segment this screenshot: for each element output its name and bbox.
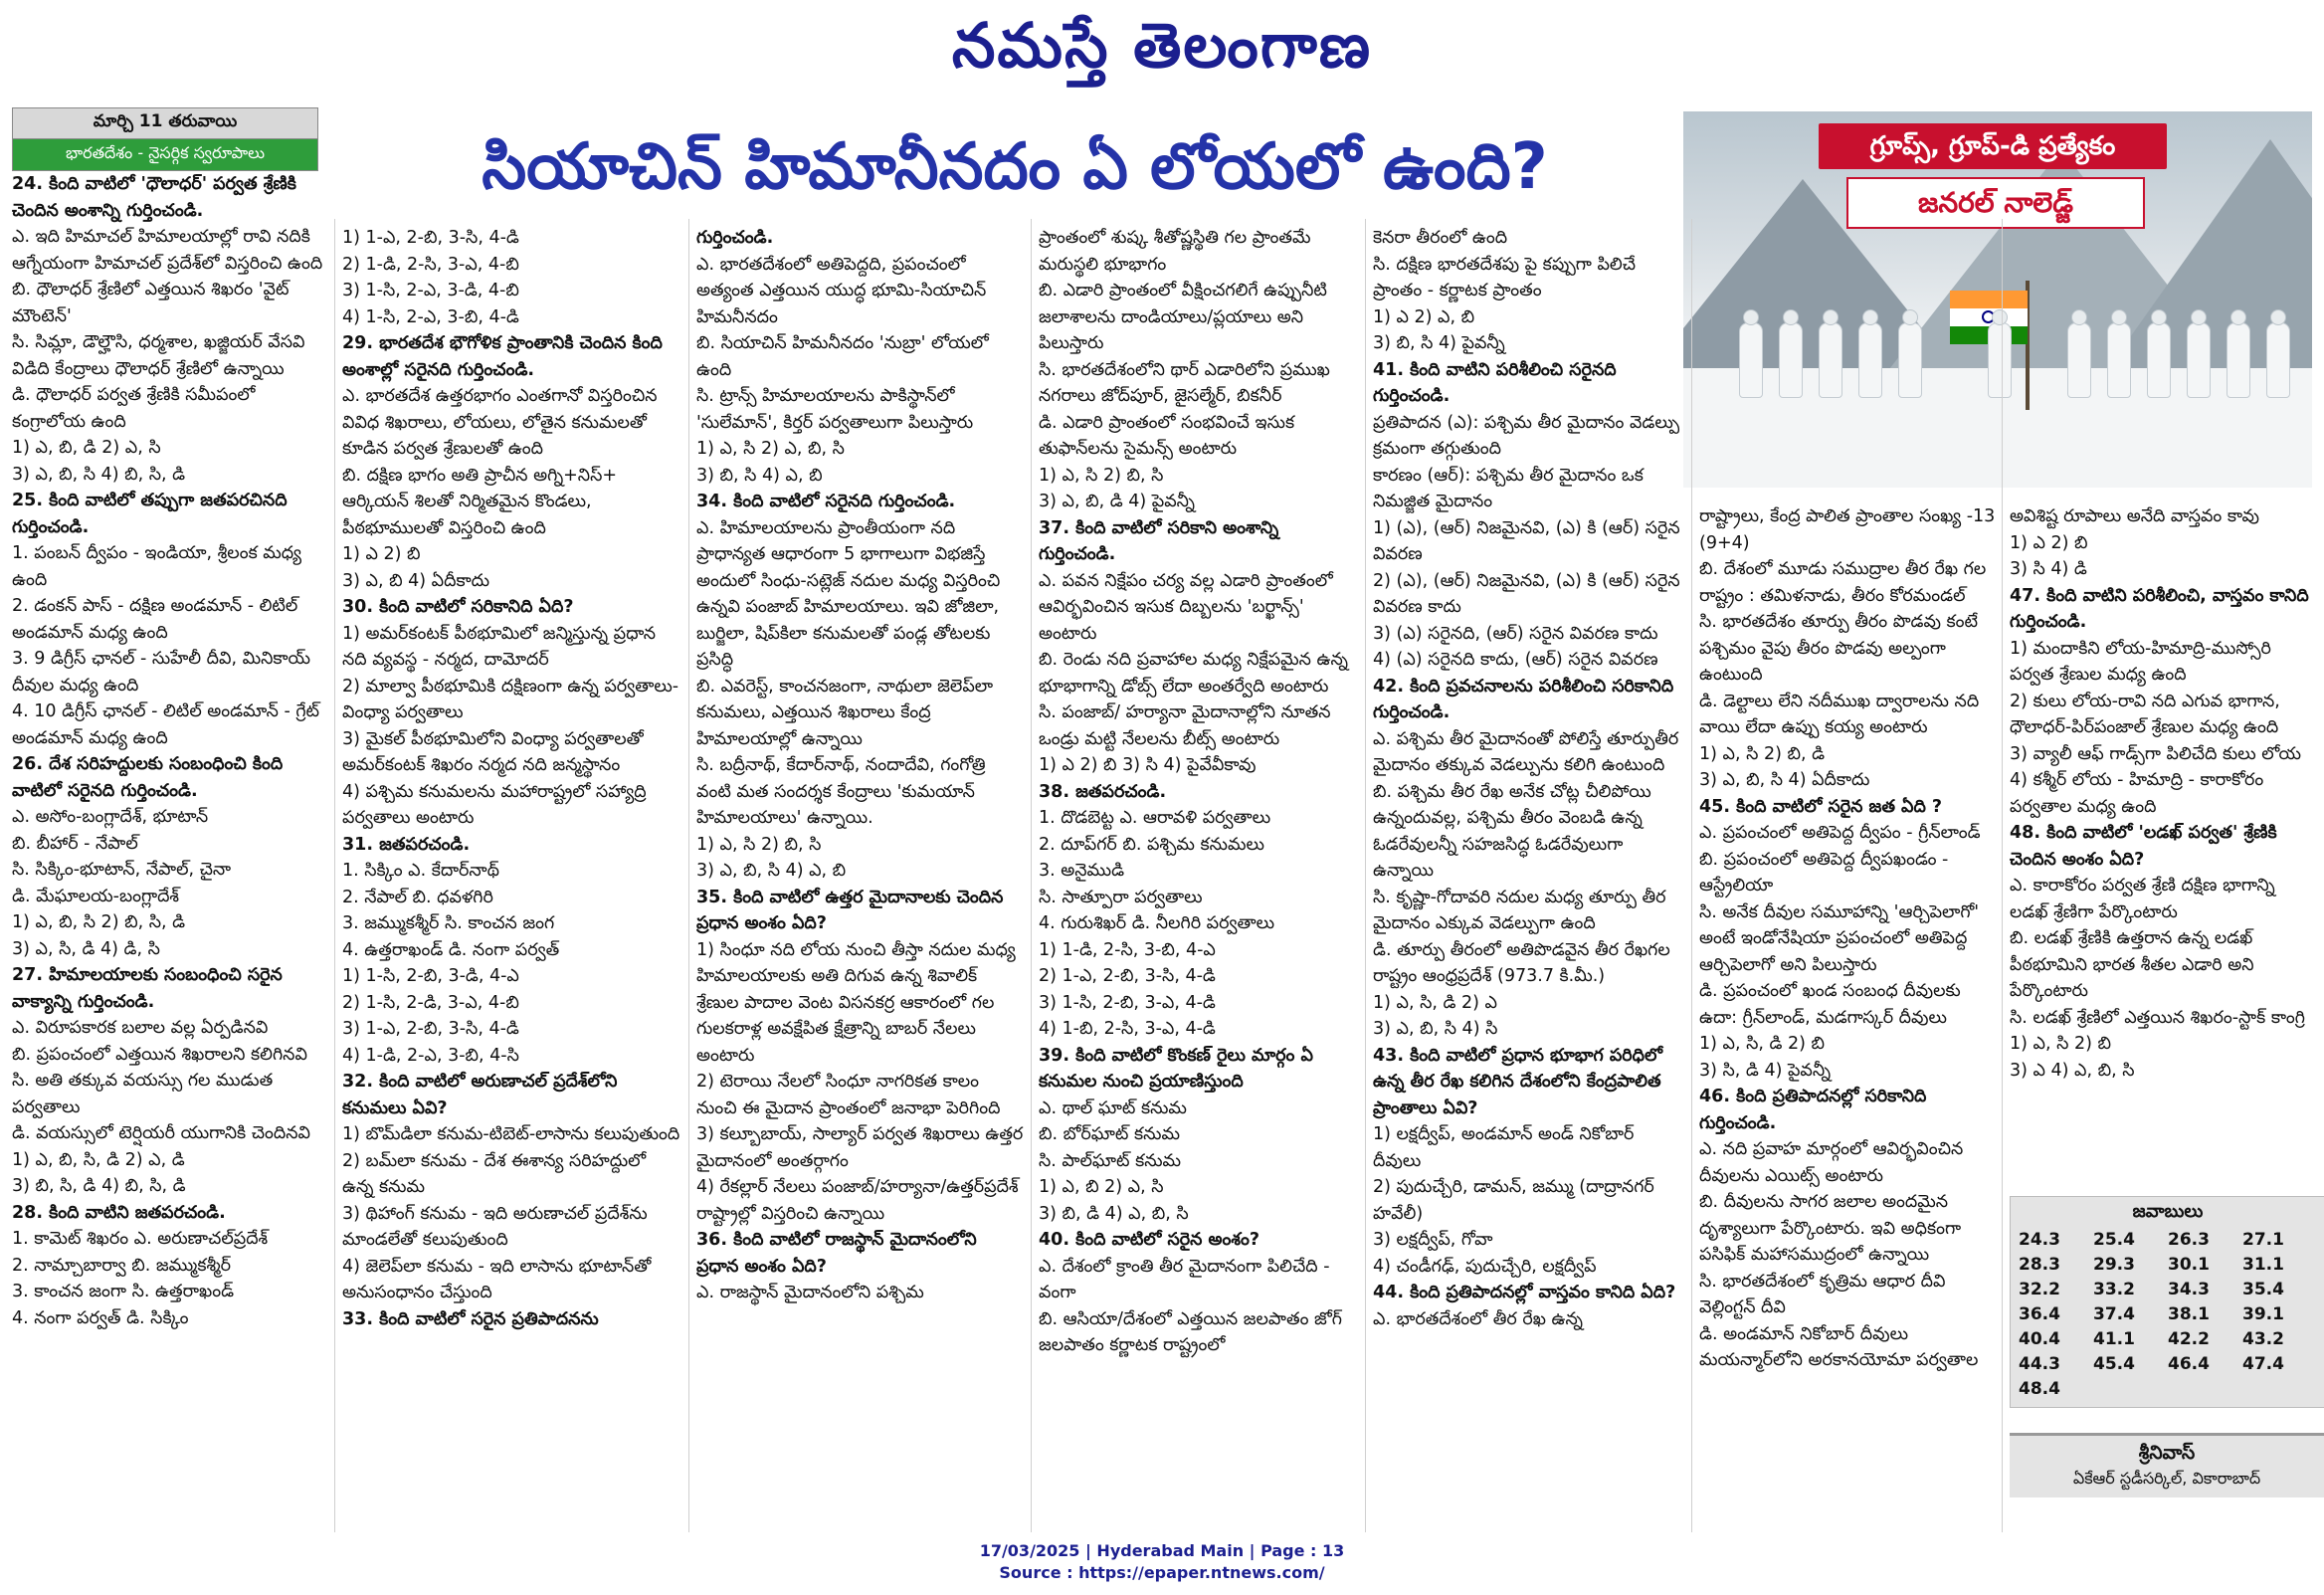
option-text: బి. ధౌలాధర్ శ్రేణిలో ఎత్తయిన శిఖరం 'వైట్ మౌంటెన్' [12,280,290,326]
option-text: రాష్ట్రాలు, కేంద్ర పాలిత ప్రాంతాల సంఖ్య -13 (9+4) [1699,506,1996,553]
question-text: 40. కింది వాటిలో సరైన అంశం? [1039,1230,1260,1250]
option-text: 3) (ఎ) సరైనది, (ఆర్) సరైన వివరణ కాదు [1373,623,1658,644]
option-text: 3) బి, సి 4) ఎ, బి [696,465,823,486]
option-text: సి. భారతదేశంలో కృత్రిమ ఆధార దీవి వెల్లింగ్టన్ దీవి [1699,1271,1946,1317]
option-text: డి. వయస్సులో టెర్షియరీ యుగానికి చెందినవి [12,1123,310,1143]
option-text: 1) 1-ఎ, 2-బి, 3-సి, 4-డి [342,228,519,248]
option-text: బి. ఎడారి ప్రాంతంలో వీక్షించగలిగే ఉప్పునీటి జలాశాలను దాండియాలు/ప్లయాలు అని పిలుస్తారు [1039,281,1327,353]
option-text: 2) 1-డి, 2-సి, 3-ఎ, 4-బి [342,254,519,275]
option-text: సి. భారతదేశంలోని థార్ ఎడారిలోని ప్రముఖ నగరాలు జోద్‌పూర్, జైసల్మేర్, బికనీర్ [1039,359,1330,406]
option-text: 3) 1-సి, 2-ఎ, 3-డి, 4-బి [342,281,519,300]
option-text: ఎ. ఇది హిమాచల్ హిమాలయాల్లో రావి నదికి ఆగ్నేయంగా హిమాచల్ ప్రదేశ్‌లో విస్తరించి ఉంది [12,227,323,274]
author-name: శ్రీనివాస్ [2138,1442,2196,1464]
option-text: బి. దీవులను సాగర జలాల అందమైన దృశ్యాలుగా పేర్కొంటారు. ఇవి అధికంగా పసిఫిక్ మహాసముద్రంలో ఉన్నాయి [1699,1192,1962,1265]
option-text: 4) కశ్మీర్ లోయ - హిమాద్రి - కారాకోరం పర్వతాల మధ్య ఉంది [2010,770,2264,817]
option-text: 1) మందాకిని లోయ-హిమాద్రి-ముస్సోరి పర్వత శ్రేణుల మధ్య ఉంది [2010,638,2271,685]
column-rule [1691,219,1692,1532]
option-text: ఎ. రాజస్థాన్ మైదానంలోని పశ్చిమ [696,1283,924,1302]
question-text: 25. కింది వాటిలో తప్పుగా జతపరచినది గుర్తించండి. [12,491,288,537]
option-text: 1) 1-డి, 2-సి, 3-బి, 4-ఎ [1039,939,1216,960]
soldier-figure [1819,322,1842,398]
option-text: 3) ఎ, బి 4) ఏదీకాదు [342,570,490,591]
option-text: 1) ఎ 2) బి [2010,532,2088,553]
answer-entry: 25.4 [2093,1230,2135,1250]
option-text: 3) ఎ, బి, సి 4) బి, సి, డి [12,464,186,485]
option-text: డి. అండమాన్ నికోబార్ దీవులు మయన్మార్‌లోని అరకానయోమా పర్వతాల [1699,1323,1979,1370]
column-rule [2002,219,2003,1532]
option-text: 3) ఎ, బి, సి 4) సి [1373,1019,1498,1039]
option-text: 1) (ఎ), (ఆర్) నిజమైనవి, (ఎ) కి (ఆర్) సరైన వివరణ [1373,517,1680,564]
option-text: 1) ఎ, సి 2) బి, డి [1699,743,1826,764]
option-text: 3) వ్యాలీ ఆఫ్ గాడ్స్‌గా పిలిచేది కులు లోయ [2010,743,2302,764]
option-text: ఎ. పవన నిక్షేపం చర్య వల్ల ఎడారి ప్రాంతంలో ఆవిర్భవించిన ఇసుక దిబ్బలను 'బర్ఖాన్స్' అంటారు [1039,570,1333,644]
author-credit [2010,1433,2324,1497]
option-text: 3) సి, డి 4) పైవన్నీ [1699,1060,1832,1081]
option-text: సి. సాత్పూరా పర్వతాలు [1039,887,1203,907]
soldier-figure [2266,322,2290,398]
option-text: 3) ఎ, బి, డి 4) పైవన్నీ [1039,492,1195,511]
option-text: బి. ఎవరెస్ట్, కాంచనజంగా, నాథులా జెలెప్‌లా కనుమలు, ఎత్తయిన శిఖరాలు కేంద్ర హిమాలయాల్లో ఉన్నాయి [696,676,994,749]
option-text: 2) టెరాయి నేలలో సింధూ నాగరికత కాలం నుంచి ఈ మైదాన ప్రాంతంలో జనాభా పెరిగింది [696,1072,1001,1118]
option-text: బి. రెండు నది ప్రవాహాల మధ్య నిక్షేపమైన ఉన్న భూభాగాన్ని డోబ్స్ లేదా అంతర్వేది అంటారు [1039,650,1348,697]
question-text: 45. కింది వాటిలో సరైన జత ఏది ? [1699,796,1943,817]
option-text: 2) మాల్వా పీఠభూమికి దక్షిణంగా ఉన్న పర్వతాలు- వింధ్యా పర్వతాలు [342,676,679,722]
text-column-5 [1373,225,1685,1504]
option-text: ప్రతిపాదన (ఎ): పశ్చిమ తీర మైదానం వెడల్పు క్రమంగా తగ్గుతుంది [1373,412,1680,459]
question-text: 30. కింది వాటిలో సరికానిది ఏది? [342,597,574,617]
option-text: 1) ఎ, బి, సి 2) బి, సి, డి [12,912,186,932]
question-text: 46. కింది ప్రతిపాదనల్లో సరికానిది గుర్తించండి. [1699,1087,1927,1133]
option-text: 1) ఎ 2) ఎ, బి [1373,306,1475,327]
photo-subbanner: జనరల్ నాలెడ్జ్ [1846,177,2145,229]
answer-entry: 45.4 [2093,1354,2135,1374]
question-text: 43. కింది వాటిలో ప్రధాన భూభాగ పరిధిలో ఉన్న తీర రేఖ కలిగిన దేశంలోని కేంద్రపాలిత ప్రాంతాలు ఏవి? [1373,1045,1663,1118]
option-text: 1. పంబన్ ద్వీపం - ఇండియా, శ్రీలంక మధ్య ఉంది [12,543,302,590]
option-text: 1) ఎ, బి, సి, డి 2) ఎ, డి [12,1149,185,1170]
soldier-figure [1739,322,1763,398]
option-text: 4. నంగా పర్వత్ డి. సిక్కిం [12,1307,189,1328]
option-text: 1. దొడబెట్ట ఎ. ఆరావళి పర్వతాలు [1039,808,1271,828]
soldier-figure [2187,322,2211,398]
option-text: సి. ట్రాన్స్ హిమాలయాలను పాకిస్థాన్‌లో 'సులేమాన్', కిర్తర్ పర్వతాలుగా పిలుస్తారు [696,386,974,433]
option-text: 2) బమ్‌లా కనుమ - దేశ ఈశాన్య సరిహద్దులో ఉన్న కనుమ [342,1150,647,1197]
option-text: 3) 1-ఎ, 2-బి, 3-సి, 4-డి [342,1019,519,1039]
option-text: 2) కులు లోయ-రావి నది ఎగువ భాగాన, ధౌలాధర్-పిర్‌పంజాల్ శ్రేణుల మధ్య ఉంది [2010,691,2280,737]
option-text: 2) 1-సి, 2-డి, 3-ఎ, 4-బి [342,992,519,1013]
option-text: ఎ. భారతదేశ ఉత్తరభాగం ఎంతగానో విస్తరించిన వివిధ శిఖరాలు, లోయలు, లోతైన కనుమలతో కూడిన పర్వత శ్రేణులతో ఉంది [342,386,658,459]
option-text: బి. దేశంలో మూడు సముద్రాల తీర రేఖ గల రాష్ట్రం : తమిళనాడు, తీరం కోరమండల్ [1699,559,1987,606]
question-text: 35. కింది వాటిలో ఉత్తర మైదానాలకు చెందిన ప్రధాన అంశం ఏది? [696,887,1004,933]
question-text: 42. కింది ప్రవచనాలను పరిశీలించి సరికానిది గుర్తించండి. [1373,676,1674,722]
option-text: 4) 1-డి, 2-ఎ, 3-బి, 4-సి [342,1045,519,1066]
answer-entry: 38.1 [2168,1304,2210,1324]
question-text: 48. కింది వాటిలో 'లడఖ్ పర్వత' శ్రేణికి చెందిన అంశం ఏది? [2010,823,2277,870]
option-text: 2. డంకన్ పాస్ - దక్షిణ అండమాన్ - లిటిల్ అండమాన్ మధ్య ఉంది [12,596,298,643]
question-text: 44. కింది ప్రతిపాదనల్లో వాస్తవం కానిది ఏది? [1373,1283,1676,1302]
option-text: కెనరా తీరంలో ఉంది [1373,228,1508,248]
option-text: బి. బోర్‌ఘాట్ కనుమ [1039,1124,1180,1144]
option-text: 1. కామెట్ శిఖరం ఎ. అరుణాచల్‌ప్రదేశ్ [12,1229,269,1249]
option-text: డి. మేఘాలయ-బంగ్లాదేశ్ [12,886,180,906]
option-text: 3) ఎ, బి, సి 4) ఏదీకాదు [1699,770,1870,790]
option-text: ఎ. కారాకోరం పర్వత శ్రేణి దక్షిణ భాగాన్ని లడఖ్ శ్రేణిగా పేర్కొంటారు [2010,876,2275,922]
answer-entry: 24.3 [2019,1230,2060,1250]
question-text: 38. జతపరచండి. [1039,781,1167,802]
answer-entry: 36.4 [2019,1304,2060,1324]
option-text: 4. గురుశిఖర్ డి. నీలగిరి పర్వతాలు [1039,913,1275,933]
option-text: 3) బి, సి, డి 4) బి, సి, డి [12,1176,186,1196]
option-text: సి. లడఖ్ శ్రేణిలో ఎత్తయిన శిఖరం-స్టాక్ కాంగ్రి [2010,1007,2305,1028]
soldier-figure [2067,322,2091,398]
question-text: 39. కింది వాటిలో కొంకణ్ రైలు మార్గం ఏ కనుమల నుంచి ప్రయాణిస్తుంది [1039,1045,1313,1092]
option-text: 1) ఎ, బి 2) ఎ, సి [1039,1177,1164,1197]
option-text: బి. ప్రపంచంలో ఎత్తయిన శిఖరాలని కలిగినవి [12,1044,307,1065]
answer-key-title: జవాబులు [2132,1201,2204,1222]
text-column-4 [1039,225,1359,1504]
option-text: 1) ఎ, సి 2) ఎ, బి, సి [696,439,845,459]
text-column-2 [342,225,682,1504]
author-affiliation: ఏకేఆర్ స్టడీసర్కిల్, వికారాబాద్ [2072,1469,2261,1488]
option-text: 2) 1-ఎ, 2-బి, 3-సి, 4-డి [1039,966,1216,986]
option-text: 3) ఎ 4) ఎ, బి, సి [2010,1060,2135,1081]
option-text: ఎ. విరూపకారక బలాల వల్ల ఏర్పడినవి [12,1018,269,1038]
option-text: సి. కృష్ణా-గోదావరి నదుల మధ్య తూర్పు తీర మైదానం ఎక్కువ వెడల్పుగా ఉంది [1373,887,1666,933]
page-headline: సియాచిన్ హిమానీనదం ఏ లోయలో ఉంది? [482,130,1548,204]
option-text: 3) బి, సి 4) పైవన్నీ [1373,333,1505,353]
option-text: 3. అనైముడి [1039,861,1125,881]
option-text: సి. దక్షిణ భారతదేశపు పై కప్పుగా పిలిచే ప్రాంతం - కర్ణాటక ప్రాంతం [1373,254,1637,300]
option-text: 4) 1-సి, 2-ఎ, 3-బి, 4-డి [342,306,519,327]
column-rule [688,219,689,1532]
option-text: 2) పుదుచ్చేరి, డామన్, జమ్ము (దాద్రానగర్ హవేలీ) [1373,1177,1654,1224]
option-text: 1) ఎ 2) బి [342,544,421,564]
option-text: బి. లడఖ్ శ్రేణికి ఉత్తరాన ఉన్న లడఖ్ పీఠభూమిని భారత శీతల ఎడారి అని పేర్కొంటారు [2010,928,2254,1001]
option-text: ఎ. ప్రపంచంలో అతిపెద్ద ద్వీపం - గ్రీన్‌లాండ్ [1699,823,1981,843]
answer-entry: 48.4 [2019,1379,2060,1399]
question-text: 32. కింది వాటిలో అరుణాచల్ ప్రదేశ్‌లోని కనుమలు ఏవి? [342,1072,618,1118]
photo-banner: గ్రూప్స్, గ్రూప్-డి ప్రత్యేకం [1819,123,2167,169]
question-text: గుర్తించండి. [696,228,774,248]
option-text: 1) ఎ, సి, డి 2) బి [1699,1034,1826,1054]
question-text: 24. కింది వాటిలో 'ధౌలాధర్' పర్వత శ్రేణికి చెందిన అంశాన్ని గుర్తించండి. [12,174,296,221]
option-text: ఎ. నది ప్రవాహ మార్గంలో ఆవిర్భవించిన దీవులను ఎయిట్స్ అంటారు [1699,1139,1964,1186]
option-text: బి. సియాచిన్ హిమనీనదం 'నుబ్రా' లోయలో ఉంది [696,333,989,380]
option-text: 3) 1-సి, 2-బి, 3-ఎ, 4-డి [1039,992,1216,1013]
answer-entry: 29.3 [2093,1255,2135,1275]
option-text: 4) పశ్చిమ కనుమలను మహారాష్ట్రలో సహ్యాద్రి పర్వతాలు అంటారు [342,781,647,828]
option-text: 3) ఎ, సి, డి 4) డి, సి [12,938,160,959]
section-date: మార్చి 11 తరువాయి [13,108,317,139]
option-text: 1) ఎ, సి, డి 2) ఎ [1373,992,1497,1013]
question-text: 31. జతపరచండి. [342,834,471,855]
option-text: 2. దూప్‌గర్ బి. పశ్చిమ కనుమలు [1039,834,1264,855]
answer-entry: 37.4 [2093,1304,2135,1324]
option-text: ఎ. పశ్చిమ తీర మైదానంతో పోలిస్తే తూర్పుతీర మైదానం తక్కువ వెడల్పును కలిగి ఉంటుంది [1373,728,1679,775]
question-text: 41. కింది వాటిని పరిశీలించి సరైనది గుర్తించండి. [1373,359,1617,406]
option-text: సి. పాల్‌ఘాట్ కనుమ [1039,1150,1182,1171]
option-text: అవిశిష్ట రూపాలు అనేది వాస్తవం కావు [2010,506,2259,526]
option-text: 1. సిక్కిం ఎ. కేదార్‌నాథ్ [342,861,499,881]
option-text: సి. బద్రీనాథ్, కేదార్‌నాథ్, నందాదేవి, గంగోత్రి వంటి మత సందర్శక కేంద్రాలు 'కుమయాన్ హిమాలయాలు' ఉన్నాయి. [696,755,986,828]
option-text: 3) ఎ, బి, సి 4) ఎ, బి [696,861,847,881]
question-text: 36. కింది వాటిలో రాజస్థాన్ మైదానంలోని ప్రధాన అంశం ఏది? [696,1230,977,1277]
option-text: ప్రాంతంలో శుష్క శీతోష్ణస్థితి గల ప్రాంతమే మరుస్థలి భూభాగం [1039,228,1311,275]
option-text: 3) బి, డి 4) ఎ, బి, సి [1039,1203,1189,1224]
option-text: 4) (ఎ) సరైనది కాదు, (ఆర్) సరైన వివరణ [1373,650,1658,670]
answer-entry: 47.4 [2242,1354,2284,1374]
answer-entry: 40.4 [2019,1329,2060,1349]
text-column-3 [696,225,1025,1504]
option-text: ఎ. థాల్ ఘాట్ కనుమ [1039,1097,1187,1118]
soldier-figure [2227,322,2250,398]
answer-entry: 35.4 [2242,1280,2284,1299]
option-text: 4) జెలెప్‌లా కనుమ - ఇది లాసాను భూటాన్‌తో అనుసంధానం చేస్తుంది [342,1256,652,1302]
option-text: 1) ఎ, సి 2) బి, సి [696,834,822,855]
option-text: సి. సిక్కిం-భూటాన్, నేపాల్, చైనా [12,860,232,880]
option-text: 3) కల్బూబాయ్, సాల్యార్ పర్వత శిఖరాలు ఉత్తర మైదానంలో అంతర్గాగం [696,1124,1024,1171]
question-text: 37. కింది వాటిలో సరికాని అంశాన్ని గుర్తించండి. [1039,517,1279,564]
option-text: డి. డెల్టాలు లేని నదీముఖ ద్వారాలను నది వాయి లేదా ఉప్పు కయ్య అంటారు [1699,691,1980,737]
option-text: 3. కాంచన జంగా సి. ఉత్తరాఖండ్ [12,1282,235,1301]
option-text: 4. ఉత్తరాఖండ్ డి. నంగా పర్వత్ [342,939,560,960]
option-text: సి. అనేక దీవుల సమూహాన్ని 'ఆర్చిపెలాగో' అంటే ఇండోనేషియా ప్రపంచంలో అతిపెద్ద ఆర్చిపెలాగో అని పిలుస్తారు [1699,901,1980,975]
option-text: 3) థిహాంగ్ కనుమ - ఇది అరుణాచల్ ప్రదేశ్‌ను మాండలేతో కలుపుతుంది [342,1203,648,1250]
page-footer [0,1540,2324,1584]
text-column-7 [2010,503,2314,1190]
text-column-6 [1699,503,1996,1504]
answer-entry: 43.2 [2242,1329,2284,1349]
answer-entry: 41.1 [2093,1329,2135,1349]
soldier-figure [2107,322,2131,398]
option-text: 1) ఎ, సి 2) బి [2010,1034,2111,1054]
option-text: ఎ. హిమాలయాలను ప్రాంతీయంగా నది ప్రాధాన్యత ఆధారంగా 5 భాగాలుగా విభజిస్తే అందులో సింధు-సట్లెజ్ నదుల మధ్య విస్తరించి ఉన్నవి పంజాబ్ హిమాలయాలు. ఇవి జోజిలా, బుర్జిలా, షిప్‌కిలా కనుమలతో పండ్ల తోటలకు ప్రసిద్ధి [696,517,1001,670]
column-rule [334,219,335,1532]
column-rule [1365,219,1366,1532]
section-topic: భారతదేశం - నైసర్గిక స్వరూపాలు [13,139,317,170]
answer-entry: 44.3 [2019,1354,2060,1374]
option-text: 1) ఎ, బి, డి 2) ఎ, సి [12,438,161,458]
option-text: 2. నేపాల్ బి. ధవళగిరి [342,887,493,907]
option-text: 1) సింధూ నది లోయ నుంచి తీస్తా నదుల మధ్య హిమాలయాలకు అతి దిగువ ఉన్న శివాలిక్ శ్రేణుల పాదాల వెంట విసనకర్ర ఆకారంలో గల గులకరాళ్ల అవక్షేపిత క్షేత్రాన్ని బాబర్ నేలలు అంటారు [696,939,1016,1066]
footer-edition: 17/03/2025 | Hyderabad Main | Page : 13 [979,1541,1345,1560]
option-text: ఎ. దేశంలో క్రాంతి తీర మైదానంగా పిలిచేది - వంగా [1039,1256,1330,1302]
option-text: 3. 9 డిగ్రీస్ ఛానల్ - సుహేలీ దీవి, మినికాయ్ దీవుల మధ్య ఉంది [12,649,311,696]
option-text: 1) బొమ్‌డిలా కనుమ-టిబెట్-లాసాను కలుపుతుంది [342,1124,680,1144]
question-text: 26. దేశ సరిహద్దులకు సంబంధించి కింది వాటిలో సరైనది గుర్తించండి. [12,754,284,801]
option-text: 3) సి 4) డి [2010,559,2087,579]
option-text: 4) 1-బి, 2-సి, 3-ఎ, 4-డి [1039,1019,1216,1039]
option-text: 3. జమ్ముకశ్మీర్ సి. కాంచన జంగ [342,913,555,933]
option-text: ఎ. అసోం-బంగ్లాదేశ్, భూటాన్ [12,807,209,827]
option-text: బి. పశ్చిమ తీర రేఖ అనేక చోట్ల చీలిపోయి ఉన్నందువల్ల, పశ్చిమ తీరం వెంబడి ఉన్న ఓడరేవులన్నీ సహజసిద్ధ ఓడరేవులుగా ఉన్నాయి [1373,781,1651,881]
option-text: 4) చండీగఢ్, పుదుచ్చేరి, లక్షద్వీప్ [1373,1256,1597,1277]
answer-entry: 34.3 [2168,1280,2210,1299]
option-text: డి. ఎడారి ప్రాంతంలో సంభవించే ఇసుక తుఫాన్‌లను సైమన్స్ అంటారు [1039,412,1295,459]
option-text: బి. ఆసియా/దేశంలో ఎత్తయిన జలపాతం జోగ్ జలపాతం కర్ణాటక రాష్ట్రంలో [1039,1308,1343,1355]
option-text: 1) లక్షద్వీప్, అండమాన్ అండ్ నికోబార్ దీవులు [1373,1124,1635,1171]
section-box [12,107,318,171]
answer-entry: 46.4 [2168,1354,2210,1374]
option-text: 4) రేకల్లార్ నేలలు పంజాబ్/హర్యానా/ఉత్తర్‌ప్రదేశ్ రాష్ట్రాల్లో విస్తరించి ఉన్నాయి [696,1177,1019,1224]
option-text: సి. పంజాబ్/ హర్యానా మైదానాల్లోని నూతన ఒండ్రు మట్టి నేలలను బీట్స్ అంటారు [1039,702,1331,749]
option-text: 1) ఎ 2) బి 3) సి 4) పైవేవీకావు [1039,755,1257,775]
option-text: డి. ప్రపంచంలో ఖండ సంబంధ దీవులకు ఉదా: గ్రీన్‌లాండ్, మడగాస్కర్ దీవులు [1699,981,1961,1028]
soldier-figure [1858,322,1882,398]
column-rule [1031,219,1032,1532]
option-text: 3) లక్షద్వీప్, గోవా [1373,1230,1493,1250]
option-text: డి. ధౌలాధర్ పర్వత శ్రేణికి సమీపంలో కంగ్రాలోయ ఉంది [12,385,256,432]
question-text: 27. హిమాలయాలకు సంబంధించి సరైన వాక్యాన్ని గుర్తించండి. [12,965,283,1012]
option-text: సి. భారతదేశం తూర్పు తీరం పొడవు కంటే పశ్చిమం వైపు తీరం పొడవు అల్పంగా ఉంటుంది [1699,612,1979,685]
answer-entry: 31.1 [2242,1255,2284,1275]
option-text: సి. సిమ్లా, డౌల్హౌసి, ధర్మశాల, ఖజ్జియర్ వేసవి విడిది కేంద్రాలు ధౌలాధర్ శ్రేణిలో ఉన్నాయి [12,332,305,379]
answer-entry: 32.2 [2019,1280,2060,1299]
option-text: బి. ప్రపంచంలో అతిపెద్ద ద్వీపఖండం - ఆస్ట్రేలియా [1699,849,1949,896]
answer-entry: 33.2 [2093,1280,2135,1299]
answer-entry: 39.1 [2242,1304,2284,1324]
question-text: 28. కింది వాటిని జతపరచండి. [12,1202,226,1223]
question-text: 34. కింది వాటిలో సరైనది గుర్తించండి. [696,492,956,511]
soldier-figure [1898,322,1922,398]
answer-entry: 27.1 [2242,1230,2284,1250]
answer-entry: 28.3 [2019,1255,2060,1275]
answer-entry: 42.2 [2168,1329,2210,1349]
option-text: ఎ. భారతదేశంలో తీర రేఖ ఉన్న [1373,1308,1583,1329]
soldier-figure [1988,322,2012,398]
option-text: బి. బీహార్ - నేపాల్ [12,833,138,854]
soldier-figure [2147,322,2171,398]
option-text: ఎ. భారతదేశంలో అతిపెద్దది, ప్రపంచంలో అత్యంత ఎత్తయిన యుద్ధ భూమి-సియాచిన్ హిమనీనదం [696,254,987,327]
question-text: 33. కింది వాటిలో సరైన ప్రతిపాదనను [342,1308,599,1329]
answer-entry: 30.1 [2168,1255,2210,1275]
option-text: బి. దక్షిణ భాగం అతి ప్రాచీన అగ్ని+నిస్+ ఆర్కియన్ శిలతో నిర్మితమైన కొండలు, పీఠభూములతో విస్తరించి ఉంది [342,465,618,538]
masthead: నమస్తే తెలంగాణ [951,9,1373,82]
answer-key-box [2010,1196,2324,1408]
question-text: 29. భారతదేశ భౌగోళిక ప్రాంతానికి చెందిన కింది అంశాల్లో సరైనది గుర్తించండి. [342,333,663,380]
soldier-figure [1779,322,1803,398]
answer-key-grid [2019,1230,2317,1399]
answer-entry: 26.3 [2168,1230,2210,1250]
option-text: 1) ఎ, సి 2) బి, సి [1039,465,1164,486]
option-text: 2) (ఎ), (ఆర్) నిజమైనవి, (ఎ) కి (ఆర్) సరైన వివరణ కాదు [1373,570,1680,617]
option-text: సి. అతి తక్కువ వయస్సు గల ముడుత పర్వతాలు [12,1071,274,1117]
option-text: 3) మైకల్ పీఠభూమిలోని వింధ్యా పర్వతాలతో అమర్‌కంటక్ శిఖరం నర్మద నది జన్మస్థానం [342,728,644,775]
option-text: డి. తూర్పు తీరంలో అతిపొడవైన తీర రేఖగల రాష్ట్రం ఆంధ్రప్రదేశ్ (973.7 కి.మీ.) [1373,939,1670,986]
feature-photo [1683,111,2312,488]
option-text: 2. నామ్చాబార్వా బి. జమ్ముకశ్మీర్ [12,1255,231,1276]
option-text: 1) అమర్‌కంటక్ పీఠభూమిలో జన్మిస్తున్న ప్రధాన నది వ్యవస్థ - నర్మద, దామోదర్ [342,623,657,670]
option-text: 4. 10 డిగ్రీస్ ఛానల్ - లిటిల్ అండమాన్ - గ్రేట్ అండమాన్ మధ్య ఉంది [12,701,320,748]
footer-source-link[interactable]: Source : https://epaper.ntnews.com/ [999,1563,1325,1582]
option-text: 1) 1-సి, 2-బి, 3-డి, 4-ఎ [342,966,519,986]
question-text: 47. కింది వాటిని పరిశీలించి, వాస్తవం కానిది గుర్తించండి. [2010,585,2309,632]
option-text: కారణం (ఆర్): పశ్చిమ తీర మైదానం ఒక నిమజ్జిత మైదానం [1373,465,1644,511]
text-column-1 [12,171,328,1504]
